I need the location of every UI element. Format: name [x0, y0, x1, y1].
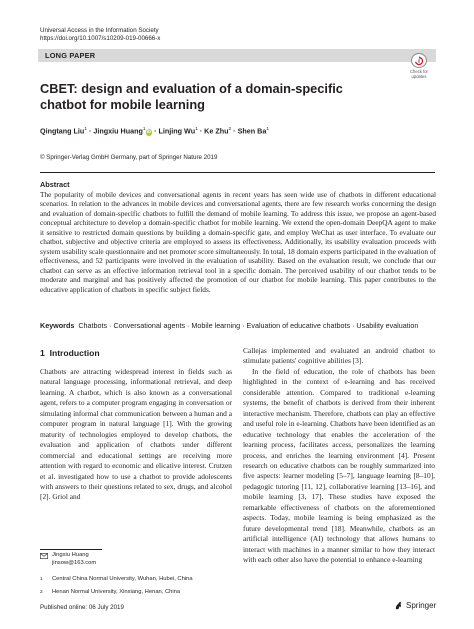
corresponding-author-email[interactable]: jinsow@163.com — [52, 559, 97, 566]
author-affiliation-mark: 1 — [266, 127, 269, 132]
affiliation — [40, 576, 43, 586]
publisher-logo — [394, 601, 436, 610]
author-separator: · — [231, 126, 238, 136]
check-updates-line1: Check for — [410, 69, 428, 74]
copyright-notice: © Springer-Verlag GmbH Germany, part of Springer Nature 2019 — [40, 154, 218, 161]
author-separator: · — [152, 126, 159, 136]
author-affiliation-mark: 1 — [195, 127, 198, 132]
author-name[interactable]: Shen Ba — [237, 126, 267, 136]
footnote-rule — [40, 549, 102, 550]
author-name[interactable]: Ke Zhu — [204, 126, 229, 136]
left-column — [40, 367, 232, 503]
author-separator: · — [197, 126, 205, 136]
affiliation-number: 1 — [40, 577, 43, 582]
author-list — [40, 125, 269, 136]
corresponding-author-icon — [40, 553, 48, 563]
paper-title: CBET: design and evaluation of a domain-specific chatbot for mobile learning — [40, 81, 343, 112]
abstract-text: The popularity of mobile devices and conversational agents in recent years has seen wide use of chatbots in different educational scenarios. In relation to the advances in mobile devices and conversational agents, there are few research works concerning the design and evaluation of domain-specific chatbots to fulfill the demand of mobile learning. To address this issue, we propose an agent-based conceptual architecture to develop a domain-specific chatbot for mobile learning. We extend the open-domain DeepQA agent to make it sensitive to restricted domain questions by building a domain-specific gate, and employ WeChat as user interface. To evaluate our chatbot, subjective and objective criteria are employed to assess its effectiveness. Additionally, its usability evaluation proceeds with system usability scale questionnaire and net promoter score simultaneously. In total, 18 domain experts participated in the evaluation of effectiveness, and 52 participants were involved in the evaluation of usability. Based on the evaluation result, we conclude that our chatbot can serve as an effective information retrieval tool in a specific domain. The perceived usability of our chatbot tends to be moderate and marginal and has positively affected the promotion of our chatbot for mobile learning. This paper contributes to the educative application of chatbots in specific subject fields. — [40, 190, 436, 294]
divider — [40, 172, 435, 173]
journal-name: Universal Access in the Information Society — [40, 27, 159, 34]
author-name[interactable]: Linjing Wu — [158, 126, 196, 136]
check-for-updates-badge[interactable] — [406, 53, 432, 79]
orcid-icon[interactable]: iD — [146, 129, 151, 135]
affiliation-text: Henan Normal University, Xinxiang, Henan, China — [52, 589, 181, 595]
affiliation-text: Central China Normal University, Wuhan, Hubei, China — [52, 576, 193, 582]
publisher-name: Springer — [406, 601, 437, 610]
right-column — [243, 346, 435, 566]
author-affiliation-mark: 2 — [228, 127, 232, 132]
springer-horse-icon — [394, 601, 403, 610]
author-affiliation-mark: 1 — [84, 127, 87, 132]
section-title: Introduction — [49, 348, 100, 358]
paragraph: In the field of education, the role of chatbots has been highlighted in the context of e-learning and has received considerable attention. Compared to traditional e-learning systems, the benefit of chatbots is derived from their inherent interactive mechanism. Therefore, chatbots can play an effective and useful role in e-learning. Chatbots have been identified as an educative technology that enables the acceleration of the learning process, facilitates access, personalizes the learning process, and enriches the learning environment [4]. Present research on educative chatbots can be roughly summarized into five aspects: learner modeling [5–7], language learning [8–10], pedagogic tutoring [11, 12], collaborative learning [13–16], and mobile learning [3, 17]. These studies have exposed the remarkable effectiveness of chatbots on the aforementioned aspects. Today, mobile learning is being emphasized as the future developmental trend [18]. Meanwhile, chatbots as an artificial intelligence (AI) technology that allows humans to interact with machines in a manner similar to how they interact with each other also have the potential to enhance e-learning — [243, 366, 435, 565]
keywords-label: Keywords — [40, 321, 75, 330]
published-date: Published online: 06 July 2019 — [40, 604, 124, 611]
section-heading — [40, 348, 100, 358]
journal-header — [40, 27, 160, 43]
paragraph: Chatbots are attracting widespread interest in fields such as natural language processing, informational retrieval, and deep learning. A chatbot, which is also known as a conversational agent, refers to a computer program engaging in conversation or simulating informal chat communication between a human and a computer program in natural language [1]. With the growing maturity of technologies employed to develop chatbots, the evaluation and application of chatbots under different commercial and educational settings are receiving more attention with regard to economic and elicative interest. Crutzen et al. investigated how to use a chatbot to provide adolescents with answers to their questions related to sex, drugs, and alcohol [2]. Griol and — [40, 367, 232, 502]
corresponding-author-name: Jingxiu Huang — [52, 552, 89, 558]
check-updates-line2: updates — [411, 74, 427, 79]
author-name[interactable]: Qingtang Liu — [40, 126, 85, 136]
article-type-banner — [38, 49, 436, 62]
author-separator: · — [87, 126, 94, 136]
paragraph: Callejas implemented and evaluated an android chatbot to stimulate patients' cognitive abilities [3]. — [243, 346, 435, 366]
section-number: 1 — [40, 348, 45, 358]
abstract-heading: Abstract — [40, 180, 70, 189]
keywords-list: Chatbots · Conversational agents · Mobile learning · Evaluation of educative chatbots · Usability evaluation — [78, 321, 419, 330]
corresponding-author — [52, 552, 96, 567]
article-type-label: LONG PAPER — [45, 51, 96, 60]
keywords — [40, 321, 436, 330]
affiliation-number: 2 — [40, 590, 43, 595]
check-updates-icon — [411, 53, 427, 68]
author-name[interactable]: Jingxiu Huang — [93, 126, 143, 136]
author-affiliation-mark: 1 — [142, 127, 146, 132]
journal-doi[interactable]: https://doi.org/10.1007/s10209-019-00666-x — [40, 35, 161, 42]
affiliation — [40, 589, 43, 599]
